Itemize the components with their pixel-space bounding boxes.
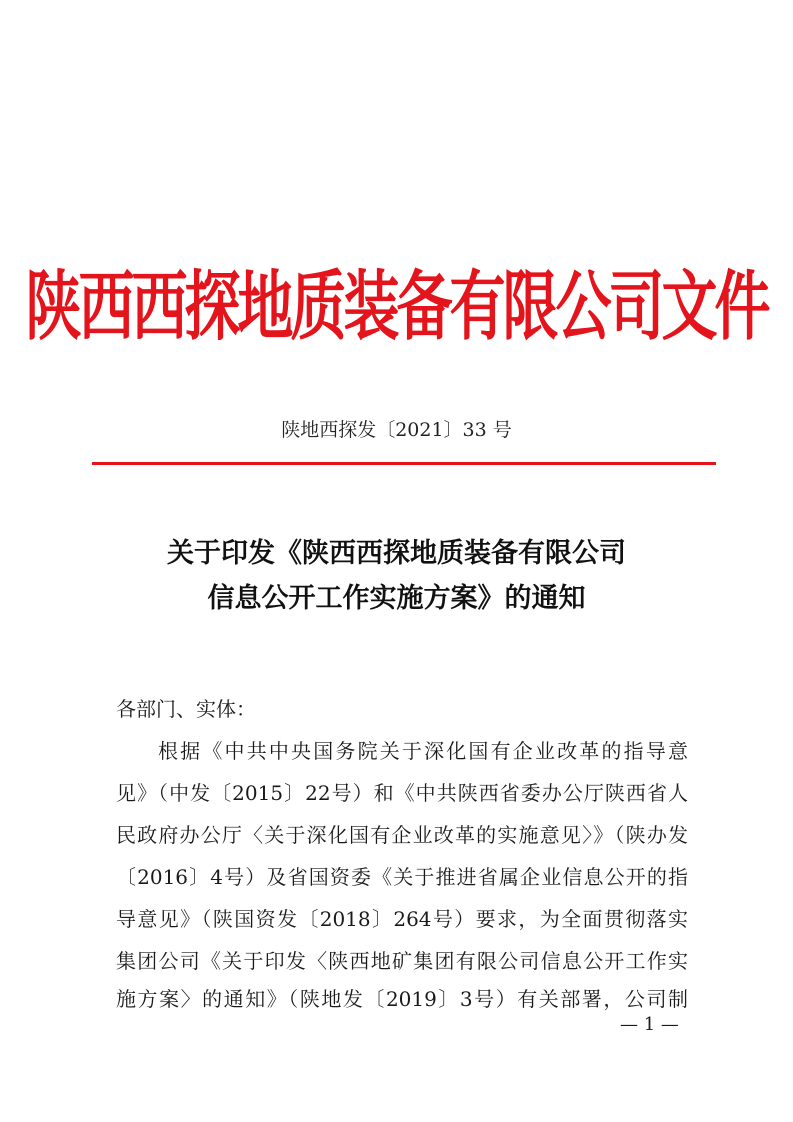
body-line: 导意见》（陕国资发〔2018〕264号）要求，为全面贯彻落实 bbox=[116, 907, 688, 931]
body-line: 〔2016〕4号）及省国资委《关于推进省属企业信息公开的指 bbox=[116, 865, 688, 889]
red-divider-rule bbox=[92, 462, 716, 465]
document-header-title: 陕西西探地质装备有限公司文件 bbox=[25, 262, 768, 352]
body-line: 见》（中发〔2015〕22号）和《中共陕西省委办公厅陕西省人 bbox=[116, 781, 688, 805]
document-number: 陕地西探发〔2021〕33 号 bbox=[281, 419, 512, 441]
salutation: 各部门、实体： bbox=[116, 697, 256, 721]
body-line: 民政府办公厅〈关于深化国有企业改革的实施意见〉》（陕办发 bbox=[116, 823, 688, 847]
body-line: 根据《中共中央国务院关于深化国有企业改革的指导意 bbox=[158, 739, 688, 763]
body-line: 集团公司《关于印发〈陕西地矿集团有限公司信息公开工作实 bbox=[116, 949, 688, 973]
body-line: 施方案〉的通知》（陕地发〔2019〕3号）有关部署，公司制 bbox=[116, 987, 688, 1011]
notice-title-line-1: 关于印发《陕西西探地质装备有限公司 bbox=[167, 538, 626, 569]
page-number: — 1 — bbox=[620, 1014, 679, 1035]
notice-title-line-2: 信息公开工作实施方案》的通知 bbox=[207, 583, 586, 614]
